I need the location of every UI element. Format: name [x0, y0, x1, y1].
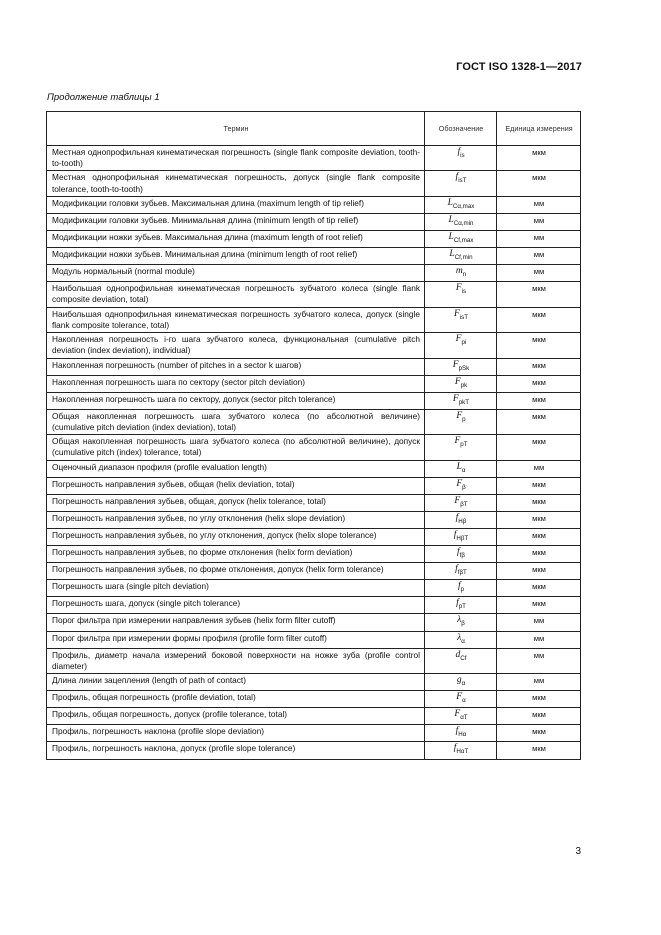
- unit-cell: мкм: [497, 307, 581, 332]
- symbol-cell: [425, 528, 497, 545]
- table-row: [47, 282, 581, 307]
- term-cell: Погрешность направления зубьев, общая (helix deviation, total): [47, 477, 425, 494]
- symbol-letter: f: [455, 172, 459, 183]
- unit-cell: мкм: [497, 546, 581, 563]
- symbol-subscript: is: [461, 288, 467, 296]
- symbol-subscript: isT: [458, 177, 467, 185]
- symbol-letter: F: [454, 436, 461, 447]
- term-cell: Общая накопленная погрешность шага зубчатого колеса (по абсолютной величине), допуск (cumulative pitch (index) tolerance, total): [47, 435, 425, 460]
- term-cell: Погрешность направления зубьев, по форме отклонения (helix form deviation): [47, 546, 425, 563]
- term-cell: Наибольшая однопрофильная кинематическая погрешность зубчатого колеса, допуск (single flank composite tolerance, total): [47, 307, 425, 332]
- symbol-cell: [425, 248, 497, 265]
- table-row: [47, 171, 581, 196]
- symbol-letter: f: [455, 564, 458, 575]
- symbol-cell: [425, 231, 497, 248]
- table-row: [47, 196, 581, 213]
- symbol-cell: [425, 648, 497, 673]
- symbol-subscript: Cf,min: [454, 253, 473, 261]
- table-row: [47, 409, 581, 434]
- symbol-letter: F: [454, 709, 461, 720]
- symbol-cell: [425, 171, 497, 196]
- symbol-letter: f: [456, 598, 459, 609]
- symbol-cell: [425, 580, 497, 597]
- symbol-letter: λ: [457, 615, 462, 626]
- symbol-letter: d: [455, 649, 461, 660]
- term-cell: Наибольшая однопрофильная кинематическая погрешность зубчатого колеса (single flank composite deviation, total): [47, 282, 425, 307]
- symbol-letter: m: [455, 266, 463, 277]
- table-row: [47, 307, 581, 332]
- terms-table: [46, 111, 581, 760]
- symbol-cell: [425, 477, 497, 494]
- table-row: [47, 146, 581, 171]
- symbol-cell: [425, 708, 497, 725]
- symbol-subscript: isT: [459, 313, 469, 321]
- table-row: [47, 597, 581, 614]
- term-cell: Накопленная погрешность шага по сектору, допуск (sector pitch tolerance): [47, 392, 425, 409]
- symbol-cell: [425, 213, 497, 230]
- symbol-letter: f: [453, 743, 457, 754]
- symbol-letter: F: [452, 359, 459, 370]
- symbol-cell: [425, 375, 497, 392]
- symbol-subscript: α: [462, 697, 466, 705]
- term-cell: Погрешность шага, допуск (single pitch tolerance): [47, 597, 425, 614]
- symbol-cell: [425, 546, 497, 563]
- unit-cell: мкм: [497, 563, 581, 580]
- symbol-cell: [425, 146, 497, 171]
- term-cell: Профиль, общая погрешность, допуск (profile tolerance, total): [47, 708, 425, 725]
- symbol-subscript: is: [460, 151, 465, 159]
- term-cell: Порог фильтра при измерении направления зубьев (helix form filter cutoff): [47, 614, 425, 631]
- unit-cell: мкм: [497, 742, 581, 759]
- table-header-row: [47, 112, 581, 146]
- symbol-cell: [425, 725, 497, 742]
- symbol-subscript: fβT: [457, 569, 467, 577]
- symbol-letter: F: [456, 692, 463, 703]
- symbol-cell: [425, 511, 497, 528]
- unit-cell: мм: [497, 196, 581, 213]
- symbol-subscript: fβ: [459, 551, 465, 559]
- symbol-cell: [425, 614, 497, 631]
- symbol-letter: f: [457, 581, 461, 592]
- symbol-letter: F: [456, 478, 463, 489]
- symbol-cell: [425, 265, 497, 282]
- unit-cell: мкм: [497, 358, 581, 375]
- symbol-cell: [425, 282, 497, 307]
- symbol-letter: F: [455, 334, 462, 345]
- symbol-subscript: Cf: [460, 654, 467, 662]
- table-row: [47, 494, 581, 511]
- term-cell: Накопленная погрешность i-го шага зубчатого колеса, функциональная (cumulative pitch deviation (index deviation), individual): [47, 333, 425, 358]
- unit-cell: мкм: [497, 392, 581, 409]
- table-row: [47, 674, 581, 691]
- table-row: [47, 213, 581, 230]
- symbol-letter: L: [448, 214, 454, 225]
- unit-cell: мкм: [497, 146, 581, 171]
- symbol-cell: [425, 196, 497, 213]
- term-cell: Местная однопрофильная кинематическая погрешность (single flank composite deviation, tooth-to-tooth): [47, 146, 425, 171]
- unit-cell: мкм: [497, 725, 581, 742]
- unit-cell: мм: [497, 674, 581, 691]
- term-cell: Модуль нормальный (normal module): [47, 265, 425, 282]
- unit-cell: мм: [497, 213, 581, 230]
- term-cell: Модификации ножки зубьев. Минимальная длина (minimum length of root relief): [47, 248, 425, 265]
- symbol-cell: [425, 392, 497, 409]
- table-row: [47, 546, 581, 563]
- term-cell: Модификации головки зубьев. Минимальная длина (minimum length of tip relief): [47, 213, 425, 230]
- table-row: [47, 477, 581, 494]
- unit-cell: мм: [497, 265, 581, 282]
- table-row: [47, 563, 581, 580]
- table-row: [47, 528, 581, 545]
- symbol-letter: F: [453, 308, 460, 319]
- unit-cell: мкм: [497, 708, 581, 725]
- unit-cell: мм: [497, 648, 581, 673]
- unit-cell: мкм: [497, 435, 581, 460]
- unit-cell: мм: [497, 231, 581, 248]
- unit-cell: мкм: [497, 477, 581, 494]
- symbol-subscript: HβT: [456, 534, 469, 542]
- column-header-unit: Единица измерения: [497, 112, 581, 146]
- symbol-subscript: αT: [460, 714, 468, 722]
- unit-cell: мкм: [497, 494, 581, 511]
- symbol-cell: [425, 333, 497, 358]
- unit-cell: мкм: [497, 597, 581, 614]
- term-cell: Профиль, общая погрешность (profile deviation, total): [47, 691, 425, 708]
- symbol-cell: [425, 674, 497, 691]
- symbol-subscript: Cα,max: [452, 202, 475, 210]
- table-row: [47, 614, 581, 631]
- symbol-subscript: β: [462, 483, 466, 491]
- term-cell: Оценочный диапазон профиля (profile evaluation length): [47, 460, 425, 477]
- symbol-subscript: Hα: [458, 731, 467, 739]
- symbol-letter: L: [449, 249, 455, 260]
- unit-cell: мм: [497, 631, 581, 648]
- symbol-subscript: α: [461, 679, 466, 687]
- term-cell: Погрешность направления зубьев, по форме отклонения, допуск (helix form tolerance): [47, 563, 425, 580]
- symbol-cell: [425, 742, 497, 759]
- symbol-letter: F: [454, 495, 461, 506]
- symbol-letter: f: [457, 547, 460, 558]
- symbol-letter: f: [455, 726, 459, 737]
- unit-cell: мкм: [497, 333, 581, 358]
- unit-cell: мкм: [497, 375, 581, 392]
- symbol-letter: L: [447, 197, 453, 208]
- table-row: [47, 631, 581, 648]
- unit-cell: мкм: [497, 409, 581, 434]
- symbol-letter: g: [456, 675, 462, 686]
- term-cell: Модификации ножки зубьев. Максимальная длина (maximum length of root relief): [47, 231, 425, 248]
- term-cell: Профиль, погрешность наклона, допуск (profile slope tolerance): [47, 742, 425, 759]
- table-row: [47, 231, 581, 248]
- table-row: [47, 392, 581, 409]
- column-header-symbol: Обозначение: [425, 112, 497, 146]
- page-number: 3: [575, 846, 581, 857]
- symbol-cell: [425, 563, 497, 580]
- symbol-letter: f: [457, 147, 461, 157]
- symbol-subscript: pT: [458, 603, 466, 611]
- table-row: [47, 691, 581, 708]
- symbol-cell: [425, 435, 497, 460]
- term-cell: Местная однопрофильная кинематическая погрешность, допуск (single flank composite tolerance, tooth-to-tooth): [47, 171, 425, 196]
- symbol-cell: [425, 631, 497, 648]
- symbol-subscript: p: [462, 415, 466, 423]
- term-cell: Накопленная погрешность (number of pitches in a sector k шагов): [47, 358, 425, 375]
- table-row: [47, 742, 581, 759]
- unit-cell: мм: [497, 460, 581, 477]
- term-cell: Профиль, погрешность наклона (profile slope deviation): [47, 725, 425, 742]
- symbol-cell: [425, 494, 497, 511]
- unit-cell: мкм: [497, 511, 581, 528]
- symbol-subscript: p: [460, 586, 465, 594]
- symbol-letter: λ: [457, 632, 462, 643]
- symbol-letter: F: [452, 393, 459, 404]
- unit-cell: мкм: [497, 691, 581, 708]
- symbol-subscript: pk: [460, 381, 468, 389]
- term-cell: Погрешность направления зубьев, по углу отклонения, допуск (helix slope tolerance): [47, 528, 425, 545]
- unit-cell: мкм: [497, 528, 581, 545]
- term-cell: Длина линии зацепления (length of path of contact): [47, 674, 425, 691]
- table-row: [47, 580, 581, 597]
- symbol-subscript: α: [461, 466, 466, 474]
- table-row: [47, 333, 581, 358]
- term-cell: Профиль, диаметр начала измерений боковой поверхности на ножке зуба (profile control diameter): [47, 648, 425, 673]
- symbol-subscript: Cα,min: [453, 219, 474, 227]
- symbol-cell: [425, 691, 497, 708]
- unit-cell: мкм: [497, 282, 581, 307]
- table-row: [47, 511, 581, 528]
- table-row: [47, 725, 581, 742]
- symbol-subscript: pT: [460, 441, 468, 449]
- table-row: [47, 265, 581, 282]
- table-row: [47, 358, 581, 375]
- symbol-letter: f: [455, 512, 459, 523]
- term-cell: Общая накопленная погрешность шага зубчатого колеса (по абсолютной величине) (cumulative pitch deviation (index deviation), total): [47, 409, 425, 434]
- symbol-cell: [425, 409, 497, 434]
- term-cell: Погрешность направления зубьев, по углу отклонения (helix slope deviation): [47, 511, 425, 528]
- symbol-letter: F: [455, 283, 462, 294]
- symbol-letter: L: [448, 232, 454, 242]
- symbol-cell: [425, 597, 497, 614]
- term-cell: Порог фильтра при измерении формы профиля (profile form filter cutoff): [47, 631, 425, 648]
- symbol-subscript: βT: [460, 500, 468, 508]
- term-cell: Накопленная погрешность шага по сектору (sector pitch deviation): [47, 375, 425, 392]
- table-row: [47, 248, 581, 265]
- symbol-letter: f: [453, 529, 457, 540]
- symbol-subscript: α: [461, 637, 465, 645]
- symbol-subscript: n: [462, 271, 467, 279]
- symbol-subscript: HαT: [456, 748, 469, 756]
- table-row: [47, 648, 581, 673]
- symbol-subscript: β: [461, 620, 465, 628]
- table-row: [47, 435, 581, 460]
- symbol-cell: [425, 460, 497, 477]
- unit-cell: мкм: [497, 580, 581, 597]
- symbol-subscript: Hβ: [458, 517, 467, 525]
- unit-cell: мкм: [497, 171, 581, 196]
- symbol-subscript: pkT: [458, 398, 470, 406]
- standard-designation: ГОСТ ISO 1328-1—2017: [456, 61, 582, 73]
- symbol-cell: [425, 358, 497, 375]
- symbol-letter: L: [456, 461, 462, 472]
- unit-cell: мм: [497, 248, 581, 265]
- column-header-term: Термин: [47, 112, 425, 146]
- table-row: [47, 375, 581, 392]
- term-cell: Погрешность направления зубьев, общая, допуск (helix tolerance, total): [47, 494, 425, 511]
- symbol-subscript: pi: [461, 338, 467, 346]
- symbol-subscript: Cf,max: [453, 236, 474, 244]
- symbol-letter: F: [456, 410, 463, 421]
- table-caption: Продолжение таблицы 1: [47, 92, 160, 103]
- term-cell: Погрешность шага (single pitch deviation): [47, 580, 425, 597]
- table-row: [47, 460, 581, 477]
- unit-cell: мм: [497, 614, 581, 631]
- term-cell: Модификации головки зубьев. Максимальная длина (maximum length of tip relief): [47, 196, 425, 213]
- symbol-letter: F: [454, 376, 461, 387]
- table-row: [47, 708, 581, 725]
- symbol-subscript: pSk: [458, 364, 470, 372]
- symbol-cell: [425, 307, 497, 332]
